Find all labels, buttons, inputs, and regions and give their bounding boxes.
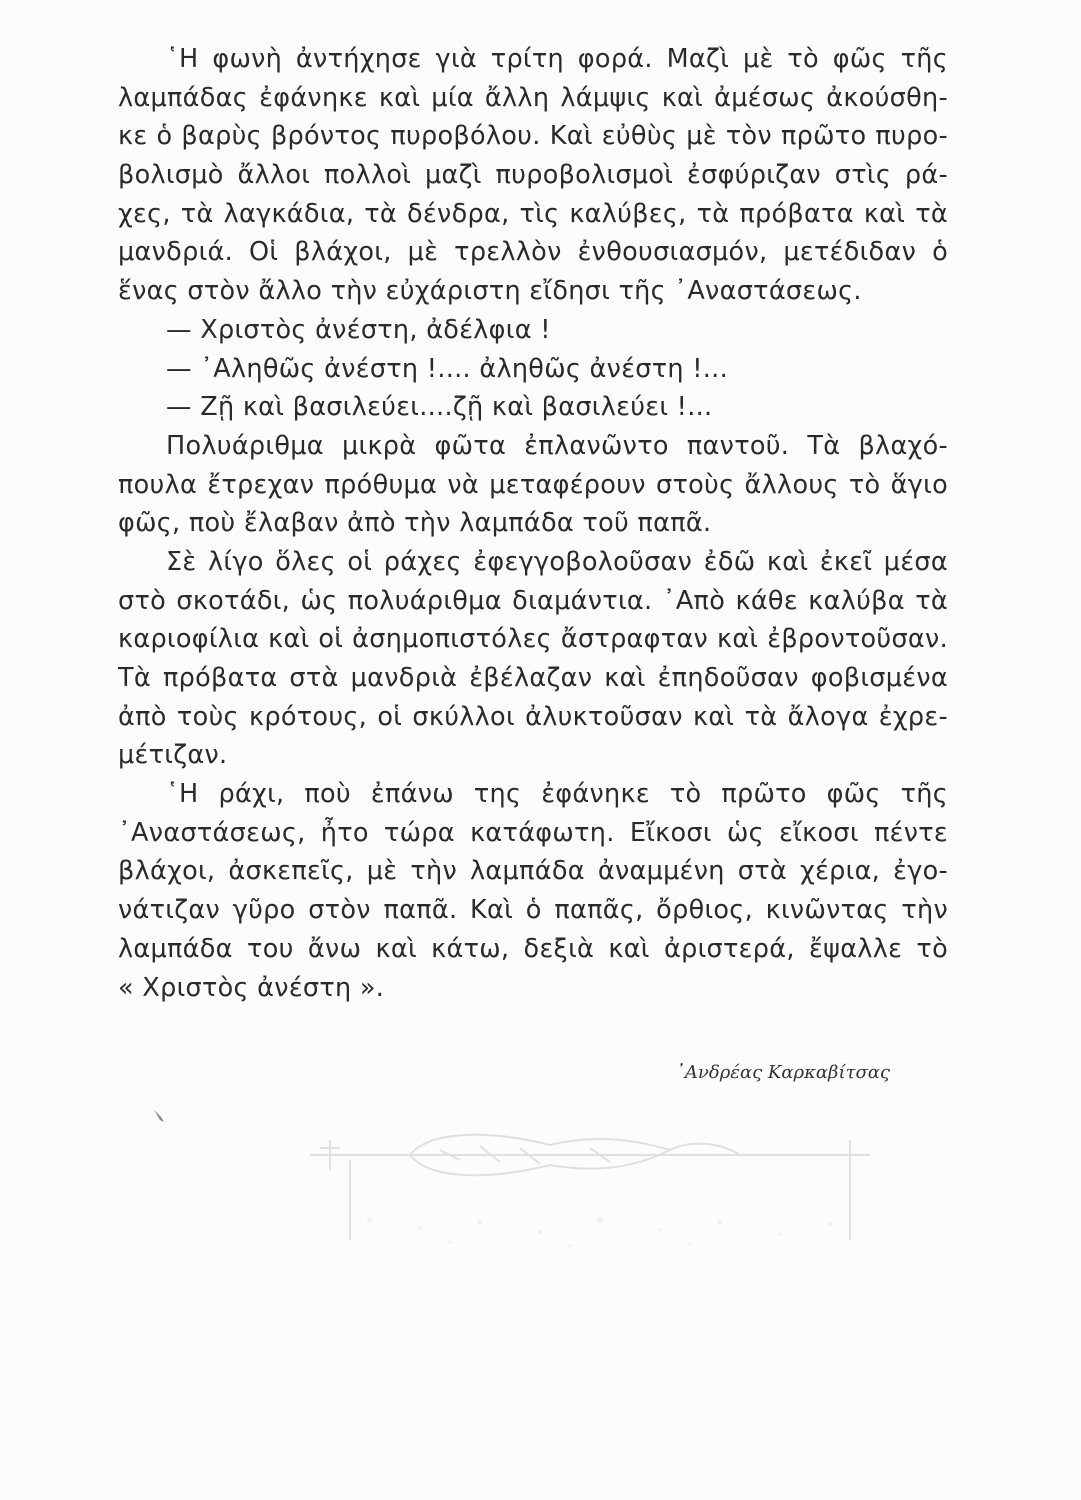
ink-smudge-icon (152, 1108, 166, 1124)
text-line: λαμπάδα του ἄνω καὶ κάτω, δεξιὰ καὶ ἀριστερά, ἔψαλλε τὸ (118, 933, 948, 964)
text-line: « Χριστὸς ἀνέστη ». (118, 972, 385, 1003)
text-line: μανδριά. Οἱ βλάχοι, μὲ τρελλὸν ἐνθουσιασμόν, μετέδιδαν ὁ (118, 237, 948, 268)
text-line: ᾽Αναστάσεως, ἦτο τώρα κατάφωτη. Εἴκοσι ὡς εἴκοσι πέντε (118, 817, 948, 848)
dialogue-line: — Χριστὸς ἀνέστη, ἀδέλφια ! (166, 314, 551, 345)
dialogue-line: — ᾽Αληθῶς ἀνέστη !.... ἀληθῶς ἀνέστη !... (166, 353, 728, 384)
author-attribution: ᾽Ανδρέας Καρκαβίτσας (675, 1062, 890, 1083)
text-line: φῶς, ποὺ ἔλαβαν ἀπὸ τὴν λαμπάδα τοῦ παπᾶ. (118, 508, 712, 539)
text-line: Πολυάριθμα μικρὰ φῶτα ἐπλανῶντο παντοῦ. Τὰ βλαχό- (166, 430, 948, 461)
text-line: ἕνας στὸν ἄλλο τὴν εὐχάριστη εἴδησι τῆς ᾽Αναστάσεως. (118, 276, 862, 307)
dialogue-line: — Ζῇ καὶ βασιλεύει....ζῇ καὶ βασιλεύει !... (166, 392, 713, 423)
text-line: βολισμὸ ἄλλοι πολλοὶ μαζὶ πυροβολισμοὶ ἐσφύριζαν στὶς ρά- (118, 160, 948, 191)
text-line: χες, τὰ λαγκάδια, τὰ δένδρα, τὶς καλύβες, τὰ πρόβατα καὶ τὰ (118, 198, 948, 229)
text-line: Σὲ λίγο ὅλες οἱ ράχες ἐφεγγοβολοῦσαν ἐδῶ καὶ ἐκεῖ μέσα (166, 546, 948, 577)
spit-roast-lamb-illustration-icon (290, 1110, 910, 1260)
text-line: στὸ σκοτάδι, ὡς πολυάριθμα διαμάντια. ᾽Απὸ κάθε καλύβα τὰ (118, 585, 948, 616)
text-line: Τὰ πρόβατα στὰ μανδριὰ ἐβέλαζαν καὶ ἐπηδοῦσαν φοβισμένα (118, 663, 948, 693)
text-line: ἀπὸ τοὺς κρότους, οἱ σκύλλοι ἀλυκτοῦσαν καὶ τὰ ἄλογα ἐχρε- (118, 701, 948, 732)
text-line: βλάχοι, ἀσκεπεῖς, μὲ τὴν λαμπάδα ἀναμμένη στὰ χέρια, ἐγο- (118, 856, 948, 887)
text-line: μέτιζαν. (118, 740, 228, 771)
story-text (118, 40, 948, 1007)
text-line: κε ὁ βαρὺς βρόντος πυροβόλου. Καὶ εὐθὺς μὲ τὸν πρῶτο πυρο- (118, 121, 948, 152)
text-line: καριοφίλια καὶ οἱ ἀσημοπιστόλες ἄστραφταν καὶ ἐβροντοῦσαν. (118, 624, 948, 655)
text-line: λαμπάδας ἐφάνηκε καὶ μία ἄλλη λάμψις καὶ ἀμέσως ἀκούσθη- (118, 82, 948, 113)
text-line: πουλα ἔτρεχαν πρόθυμα νὰ μεταφέρουν στοὺς ἄλλους τὸ ἅγιο (118, 469, 948, 500)
text-line: ῾Η φωνὴ ἀντήχησε γιὰ τρίτη φορά. Μαζὶ μὲ τὸ φῶς τῆς (166, 44, 948, 74)
text-line: νάτιζαν γῦρο στὸν παπᾶ. Καὶ ὁ παπᾶς, ὄρθιος, κινῶντας τὴν (118, 895, 948, 926)
text-line: ῾Η ράχι, ποὺ ἐπάνω της ἐφάνηκε τὸ πρῶτο φῶς τῆς (166, 779, 948, 810)
